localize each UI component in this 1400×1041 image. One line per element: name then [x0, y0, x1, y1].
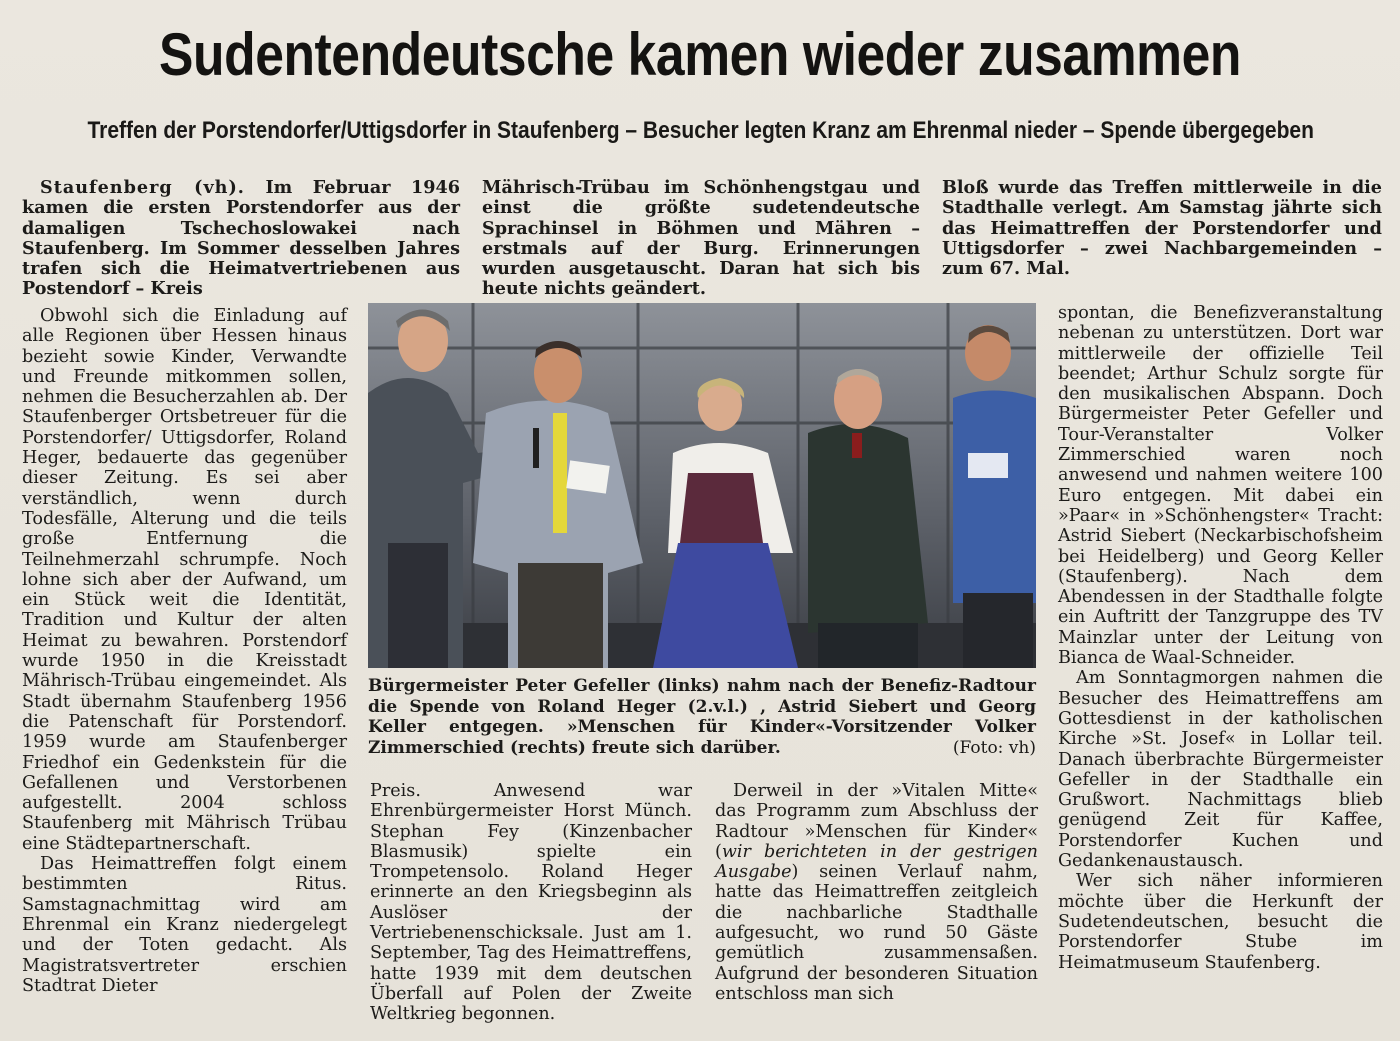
lead-column-1	[22, 178, 460, 300]
paragraph	[715, 781, 1038, 1004]
paragraph: Preis. Anwesend war Ehrenbürgermeister Horst Münch. Stephan Fey (Kinzenbacher Blasmusik) spielte ein Trompetensolo. Roland Heger erinnerte an den Kriegsbeginn als Auslöser der Vertriebenenschicksale. Just am 1. September, Tag des Heimattreffens, hatte 1939 mit dem deutschen Überfall auf Polen der Zweite Weltkrieg begonnen.	[370, 781, 692, 1025]
lead-column-2	[482, 178, 920, 300]
caption-text: Bürgermeister Peter Gefeller (links) nahm nach der Benefiz-Radtour die Spende von Roland Heger (2.v.l.) , Astrid Siebert und Georg Keller entgegen. »Menschen für Kinder«-Vorsitzender Volker Zimmerschied (rechts) freute sich darüber.	[368, 676, 1036, 758]
body-column-1	[22, 306, 347, 996]
article-photo	[368, 303, 1036, 668]
text-run: ) seinen Verlauf nahm, hatte das Heimattreffen zeitgleich die nachbarliche Stadthalle aufgesucht, wo rund 50 Gäste gemütlich zusammensaßen. Aufgrund der besonderen Situation entschloss man sich	[715, 862, 1038, 1004]
paragraph: Das Heimattreffen folgt einem bestimmten Ritus. Samstagnachmittag wird am Ehrenmal ein Kranz niedergelegt und der Toten gedacht. Als Magistratsvertreter erschien Stadtrat Dieter	[22, 854, 347, 996]
body-column-3	[715, 781, 1038, 1004]
lead-text-2: Mährisch-Trübau im Schönhengstgau und einst die größte sudetendeutsche Sprachinsel in Böhmen und Mähren – erstmals auf der Burg. Erinnerungen wurden ausgetauscht. Daran hat sich bis heute nichts geändert.	[482, 177, 920, 300]
photo-credit: (Foto: vh)	[952, 737, 1036, 758]
lead-text-1: Im Februar 1946 kamen die ersten Porstendorfer aus der damaligen Tschechoslowakei nach Staufenberg. Im Sommer desselben Jahres trafen sich die Heimatvertriebenen aus Postendorf – Kreis	[22, 177, 460, 300]
italic-text: wir berichteten in der gestrigen Ausgabe	[715, 841, 1038, 883]
text-run: Derweil in der »Vitalen Mitte« das Programm zum Abschluss der Radtour »Menschen für Kinder« (	[715, 781, 1038, 862]
lead-column-3	[942, 178, 1382, 279]
paragraph: spontan, die Benefizveranstaltung nebenan zu unterstützen. Dort war mittlerweile der offizielle Teil beendet; Arthur Schulz sorgte für den musikalischen Abspann. Doch Bürgermeister Peter Gefeller und Tour-Veranstalter Volker Zimmerschied waren noch anwesend und nahmen weitere 100 Euro entgegen. Mit dabei ein »Paar« in »Schönhengster« Tracht: Astrid Siebert (Neckarbischofsheim bei Heidelberg) und Georg Keller (Staufenberg). Nach dem Abendessen in der Stadthalle folgte ein Auftritt der Tanzgruppe des TV Mainzlar unter der Leitung von Bianca de Waal-Schneider.	[1058, 303, 1383, 669]
body-column-2	[370, 781, 692, 1025]
dateline: Staufenberg (vh).	[40, 177, 245, 198]
headline: Sudentendeutsche kamen wieder zusammen	[159, 21, 1241, 88]
photo-caption	[368, 676, 1036, 758]
paragraph: Obwohl sich die Einladung auf alle Regionen über Hessen hinaus bezieht sowie Kinder, Verwandte und Freunde mitkommen sollen, nehmen die Besucherzahlen ab. Der Staufenberger Ortsbetreuer für die Porstendorfer/ Uttigsdorfer, Roland Heger, bedauerte das gegenüber dieser Zeitung. Es sei aber verständlich, wenn durch Todesfälle, Alterung und die teils große Entfernung die Teilnehmerzahl schrumpfe. Noch lohne sich aber der Aufwand, um ein Stück weit die Identität, Tradition und Kultur der alten Heimat zu bewahren. Porstendorf wurde 1950 in die Kreisstadt Mährisch-Trübau eingemeindet. Als Stadt übernahm Staufenberg 1956 die Patenschaft für Porstendorf. 1959 wurde am Staufenberger Friedhof ein Gedenkstein für die Gefallenen und Verstorbenen aufgestellt. 2004 schloss Staufenberg mit Mährisch Trübau eine Städtepartnerschaft.	[22, 306, 347, 854]
paragraph: Wer sich näher informieren möchte über die Herkunft der Sudetendeutschen, besucht die Porstendorfer Stube im Heimatmuseum Staufenberg.	[1058, 871, 1383, 973]
body-column-4	[1058, 303, 1383, 973]
subheadline: Treffen der Porstendorfer/Uttigsdorfer in Staufenberg – Besucher legten Kranz am Ehrenmal nieder – Spende übergegeben	[87, 117, 1314, 144]
lead-text-3: Bloß wurde das Treffen mittlerweile in die Stadthalle verlegt. Am Samstag jährte sich das Heimattreffen der Porstendorfer und Uttigsdorfer – zwei Nachbargemeinden – zum 67. Mal.	[942, 177, 1382, 280]
paragraph: Am Sonntagmorgen nahmen die Besucher des Heimattreffens am Gottesdienst in der katholischen Kirche »St. Josef« in Lollar teil. Danach überbrachte Bürgermeister Gefeller in der Stadthalle ein Grußwort. Nachmittags blieb genügend Zeit für Kaffee, Porstendorfer Kuchen und Gedankenaustausch.	[1058, 668, 1383, 872]
